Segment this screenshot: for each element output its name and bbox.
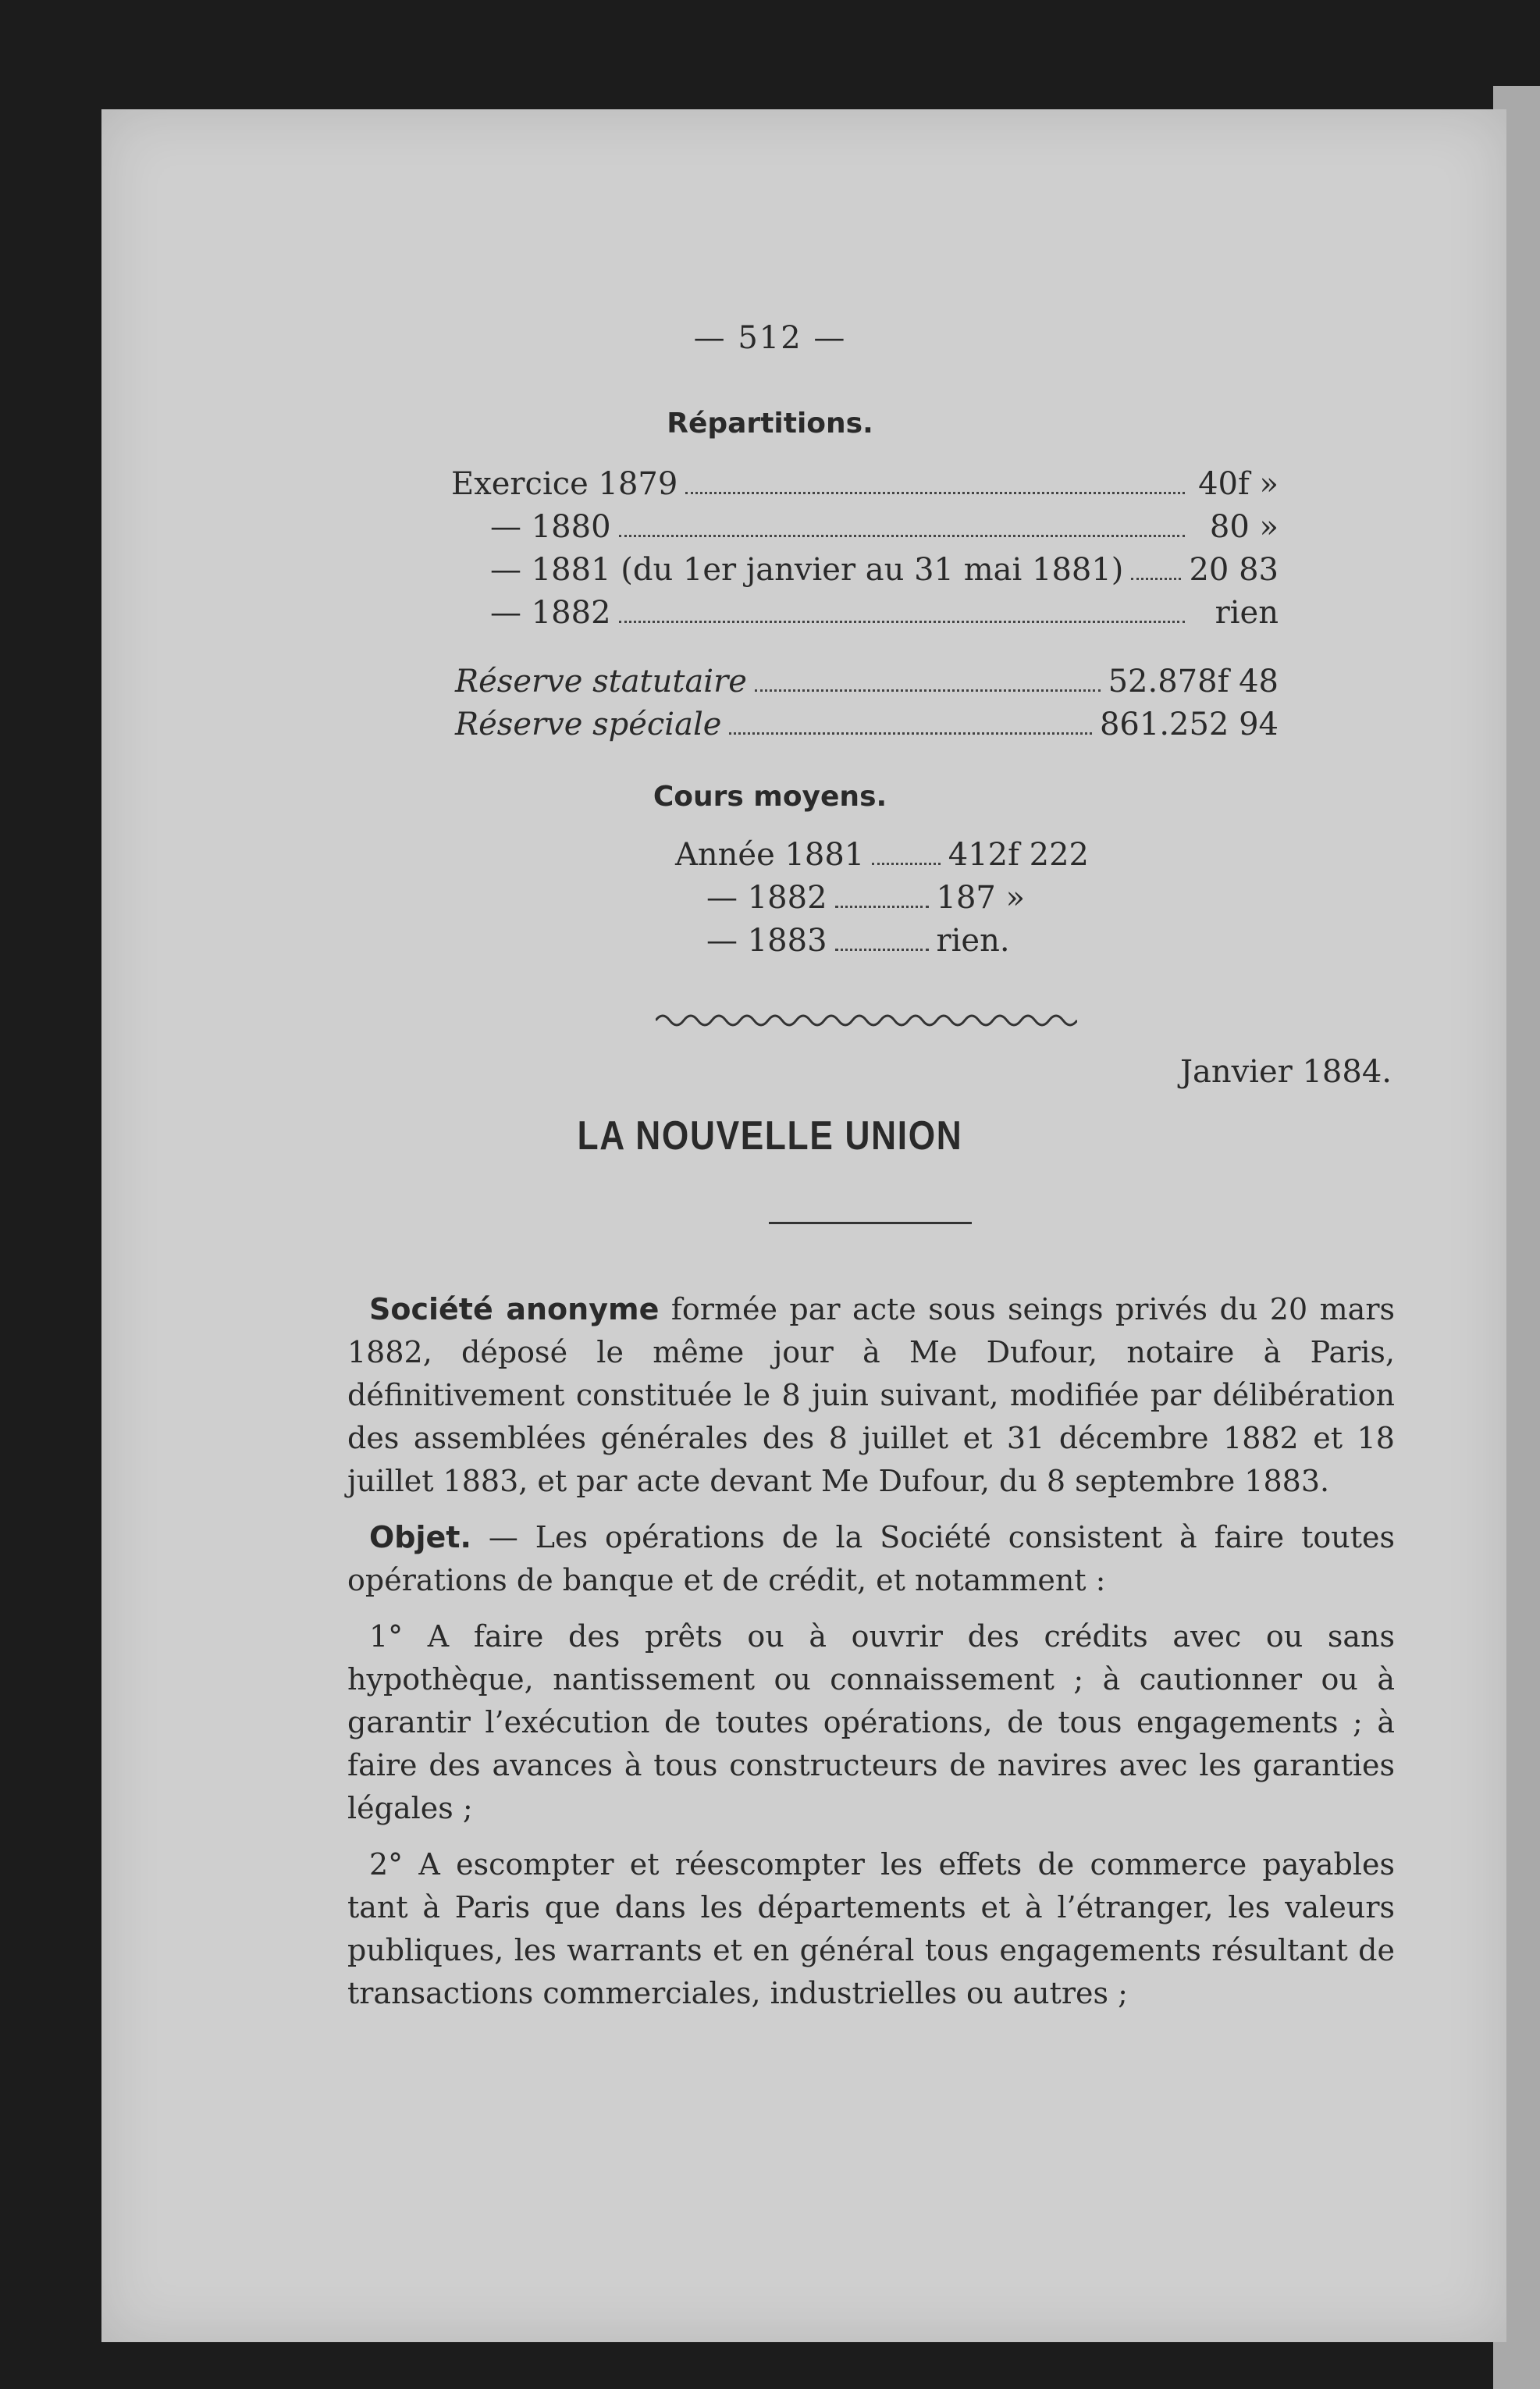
body-text — [347, 1288, 1395, 2028]
paragraph-text: — Les opérations de la Société consistent à faire toutes opérations de banque et de crédit, et notamment : — [347, 1520, 1395, 1597]
repartition-label: — 1880 — [490, 509, 611, 545]
repartition-value: rien — [1215, 595, 1279, 631]
repartition-value: 20 83 — [1189, 552, 1279, 588]
reserve-row-statutaire — [455, 664, 1279, 700]
cours-row-1881 — [675, 837, 1089, 873]
paragraph-lead: Objet. — [369, 1520, 471, 1554]
dot-leader — [1131, 578, 1181, 580]
cours-label: Année 1881 — [675, 837, 865, 873]
document-date: Janvier 1884. — [1179, 1054, 1392, 1090]
paragraph-item-2: 2° A escompter et réescompter les effets de commerce payables tant à Paris que dans les départements et à l’étranger, les valeurs publiques, les warrants et en général tous engagements résultant de transactions commerciales, industrielles ou autres ; — [347, 1847, 1395, 2010]
repartition-row-1879 — [451, 466, 1279, 502]
reserve-value: 52.878f 48 — [1108, 664, 1279, 700]
paragraph-text: formée par acte sous seings privés du 20 mars 1882, déposé le même jour à Me Dufour, notaire à Paris, définitivement constituée le 8 juin suivant, modifiée par délibération des assemblées générales des 8 juillet et 31 décembre 1882 et 18 juillet 1883, et par acte devant Me Dufour, du 8 septembre 1883. — [347, 1292, 1395, 1498]
cours-value: 412f 222 — [948, 837, 1089, 873]
reserve-row-speciale — [455, 707, 1279, 742]
dot-leader — [619, 621, 1185, 623]
repartition-label: Exercice 1879 — [451, 466, 678, 502]
repartition-row-1880 — [451, 509, 1279, 545]
repartitions-heading: Répartitions. — [667, 408, 873, 440]
repartition-row-1881 — [451, 552, 1279, 588]
title-divider — [769, 1222, 972, 1224]
company-title: LA NOUVELLE UNION — [577, 1113, 963, 1159]
cours-row-1882 — [675, 880, 1089, 916]
dot-leader — [619, 535, 1185, 537]
dot-leader — [729, 732, 1092, 735]
cours-row-1883 — [675, 923, 1089, 959]
repartition-value: 80 » — [1209, 509, 1279, 545]
paragraph-societe — [347, 1288, 1395, 1503]
cours-label: — 1882 — [706, 880, 827, 916]
repartition-row-1882 — [451, 595, 1279, 631]
cours-value: rien. — [936, 923, 1010, 959]
dot-leader — [872, 863, 941, 865]
paragraph-lead: Société anonyme — [369, 1292, 660, 1326]
paragraph-objet — [347, 1516, 1395, 1602]
repartition-label: — 1882 — [490, 595, 611, 631]
dot-leader — [835, 906, 929, 908]
cours-label: — 1883 — [706, 923, 827, 959]
reserve-label: Réserve spéciale — [455, 707, 722, 742]
reserve-value: 861.252 94 — [1099, 707, 1279, 742]
dot-leader — [755, 689, 1101, 692]
repartition-label: — 1881 (du 1er janvier au 31 mai 1881) — [490, 552, 1124, 588]
paragraph-item-1: 1° A faire des prêts ou à ouvrir des crédits avec ou sans hypothèque, nantissement ou connaissement ; à cautionner ou à garantir l’exécution de toutes opérations, de tous engagements ; à faire des avances à tous constructeurs de navires avec les garanties légales ; — [347, 1619, 1395, 1825]
dot-leader — [835, 949, 929, 951]
page-number: — 512 — — [693, 320, 847, 356]
cours-value: 187 » — [936, 880, 1026, 916]
repartition-value: 40f » — [1198, 466, 1279, 502]
dot-leader — [685, 492, 1185, 494]
reserve-label: Réserve statutaire — [455, 664, 747, 700]
cours-moyens-heading: Cours moyens. — [653, 781, 887, 813]
ornamental-wavy-rule — [656, 1011, 1077, 1030]
